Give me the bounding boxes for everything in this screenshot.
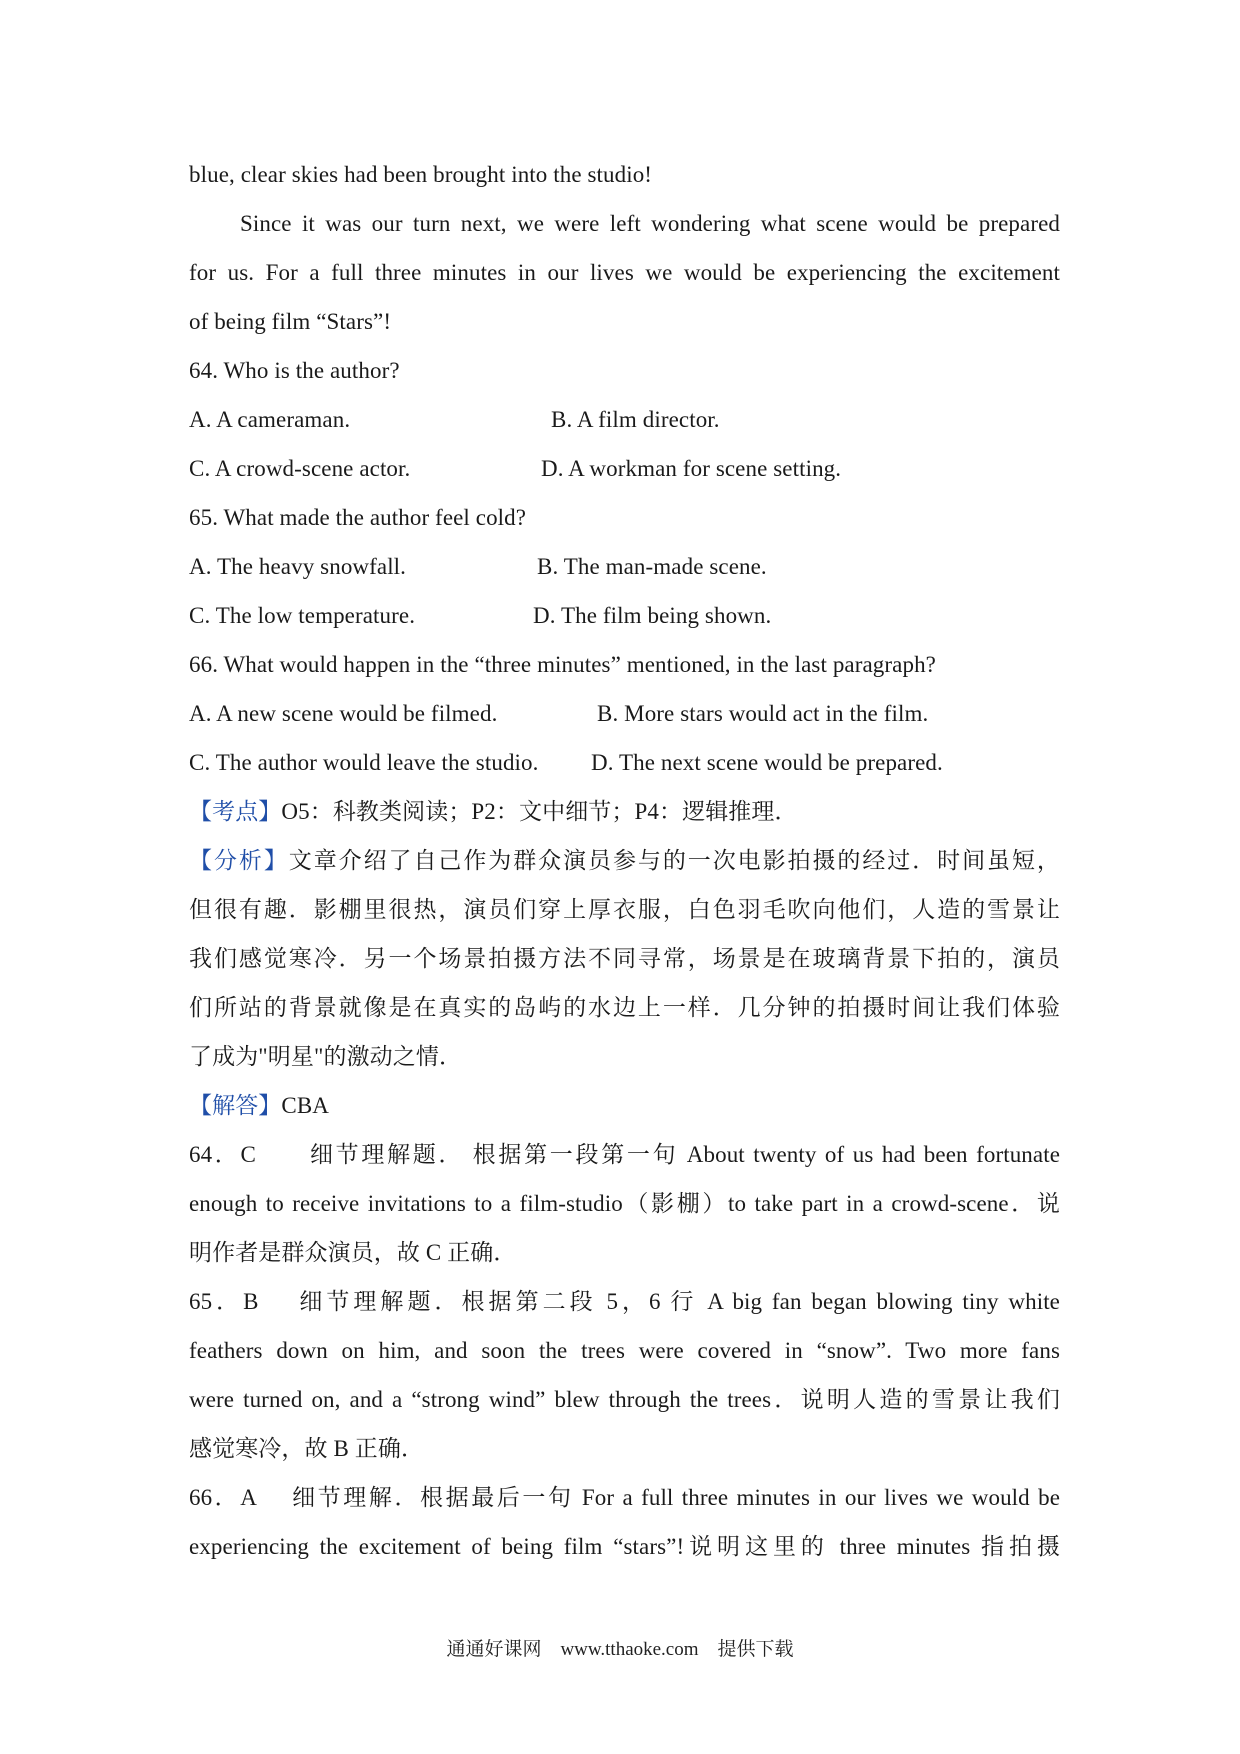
- explanation-line: 65．B 细节理解题．根据第二段 5，6 行 A big fan began blowing tiny white: [189, 1289, 1060, 1314]
- fenxi-line: [189, 846, 1060, 876]
- kaodian-tag: 【考点】: [189, 799, 282, 824]
- jieda-text: CBA: [281, 1093, 329, 1118]
- fenxi-line: 们所站的背景就像是在真实的岛屿的水边上一样．几分钟的拍摄时间让我们体验: [189, 995, 1060, 1020]
- explanation-line: 明作者是群众演员，故 C 正确．: [189, 1240, 517, 1265]
- explanation-line: 感觉寒冷，故 B 正确．: [189, 1436, 425, 1461]
- explanation-line: feathers down on him, and soon the trees were covered in “snow”. Two more fans: [189, 1338, 1060, 1363]
- option-b: B. A film director.: [551, 407, 720, 432]
- page-footer: 通通好课网 www.tthaoke.com 提供下载: [446, 1639, 794, 1660]
- explanation-line: 64．C 细节理解题． 根据第一段第一句 About twenty of us had been fortunate: [189, 1142, 1060, 1167]
- passage-line: of being film “Stars”!: [189, 309, 392, 334]
- option-d: D. The film being shown.: [533, 603, 772, 628]
- fenxi-line: 了成为"明星"的激动之情．: [189, 1044, 463, 1069]
- fenxi-text: 文章介绍了自己作为群众演员参与的一次电影拍摄的经过．时间虽短，: [288, 848, 1060, 873]
- explanation-line: experiencing the excitement of being film “stars”!说明这里的 three minutes 指拍摄: [189, 1534, 1060, 1559]
- fenxi-line: 我们感觉寒冷．另一个场景拍摄方法不同寻常，场景是在玻璃背景下拍的，演员: [189, 946, 1060, 971]
- fenxi-tag: 【分析】: [189, 848, 289, 873]
- question-stem: 65. What made the author feel cold?: [189, 505, 527, 530]
- passage-line: for us. For a full three minutes in our lives we would be experiencing the excitement: [189, 260, 1060, 285]
- explanation-line: 66．A 细节理解．根据最后一句 For a full three minutes in our lives we would be: [189, 1485, 1060, 1510]
- passage-line: blue, clear skies had been brought into the studio!: [189, 162, 653, 187]
- option-c: C. A crowd-scene actor.: [189, 456, 411, 481]
- option-b: B. The man-made scene.: [537, 554, 767, 579]
- question-stem: 66. What would happen in the “three minutes” mentioned, in the last paragraph?: [189, 652, 936, 677]
- option-c: C. The low temperature.: [189, 603, 416, 628]
- option-a: A. A cameraman.: [189, 407, 351, 432]
- kaodian-text: O5：科教类阅读；P2：文中细节；P4：逻辑推理．: [281, 799, 798, 824]
- option-b: B. More stars would act in the film.: [597, 701, 929, 726]
- kaodian-line: [189, 797, 798, 827]
- option-a: A. A new scene would be filmed.: [189, 701, 498, 726]
- fenxi-line: 但很有趣．影棚里很热，演员们穿上厚衣服，白色羽毛吹向他们，人造的雪景让: [189, 897, 1060, 922]
- passage-line: Since it was our turn next, we were left wondering what scene would be prepared: [240, 211, 1060, 236]
- option-a: A. The heavy snowfall.: [189, 554, 407, 579]
- jieda-tag: 【解答】: [189, 1093, 282, 1118]
- explanation-line: were turned on, and a “strong wind” blew through the trees．说明人造的雪景让我们: [189, 1387, 1060, 1412]
- option-d: D. A workman for scene setting.: [541, 456, 842, 481]
- jieda-line: [189, 1091, 329, 1121]
- question-stem: 64. Who is the author?: [189, 358, 400, 383]
- option-d: D. The next scene would be prepared.: [591, 750, 943, 775]
- explanation-line: enough to receive invitations to a film-studio（影棚）to take part in a crowd-scene．说: [189, 1191, 1060, 1216]
- option-c: C. The author would leave the studio.: [189, 750, 539, 775]
